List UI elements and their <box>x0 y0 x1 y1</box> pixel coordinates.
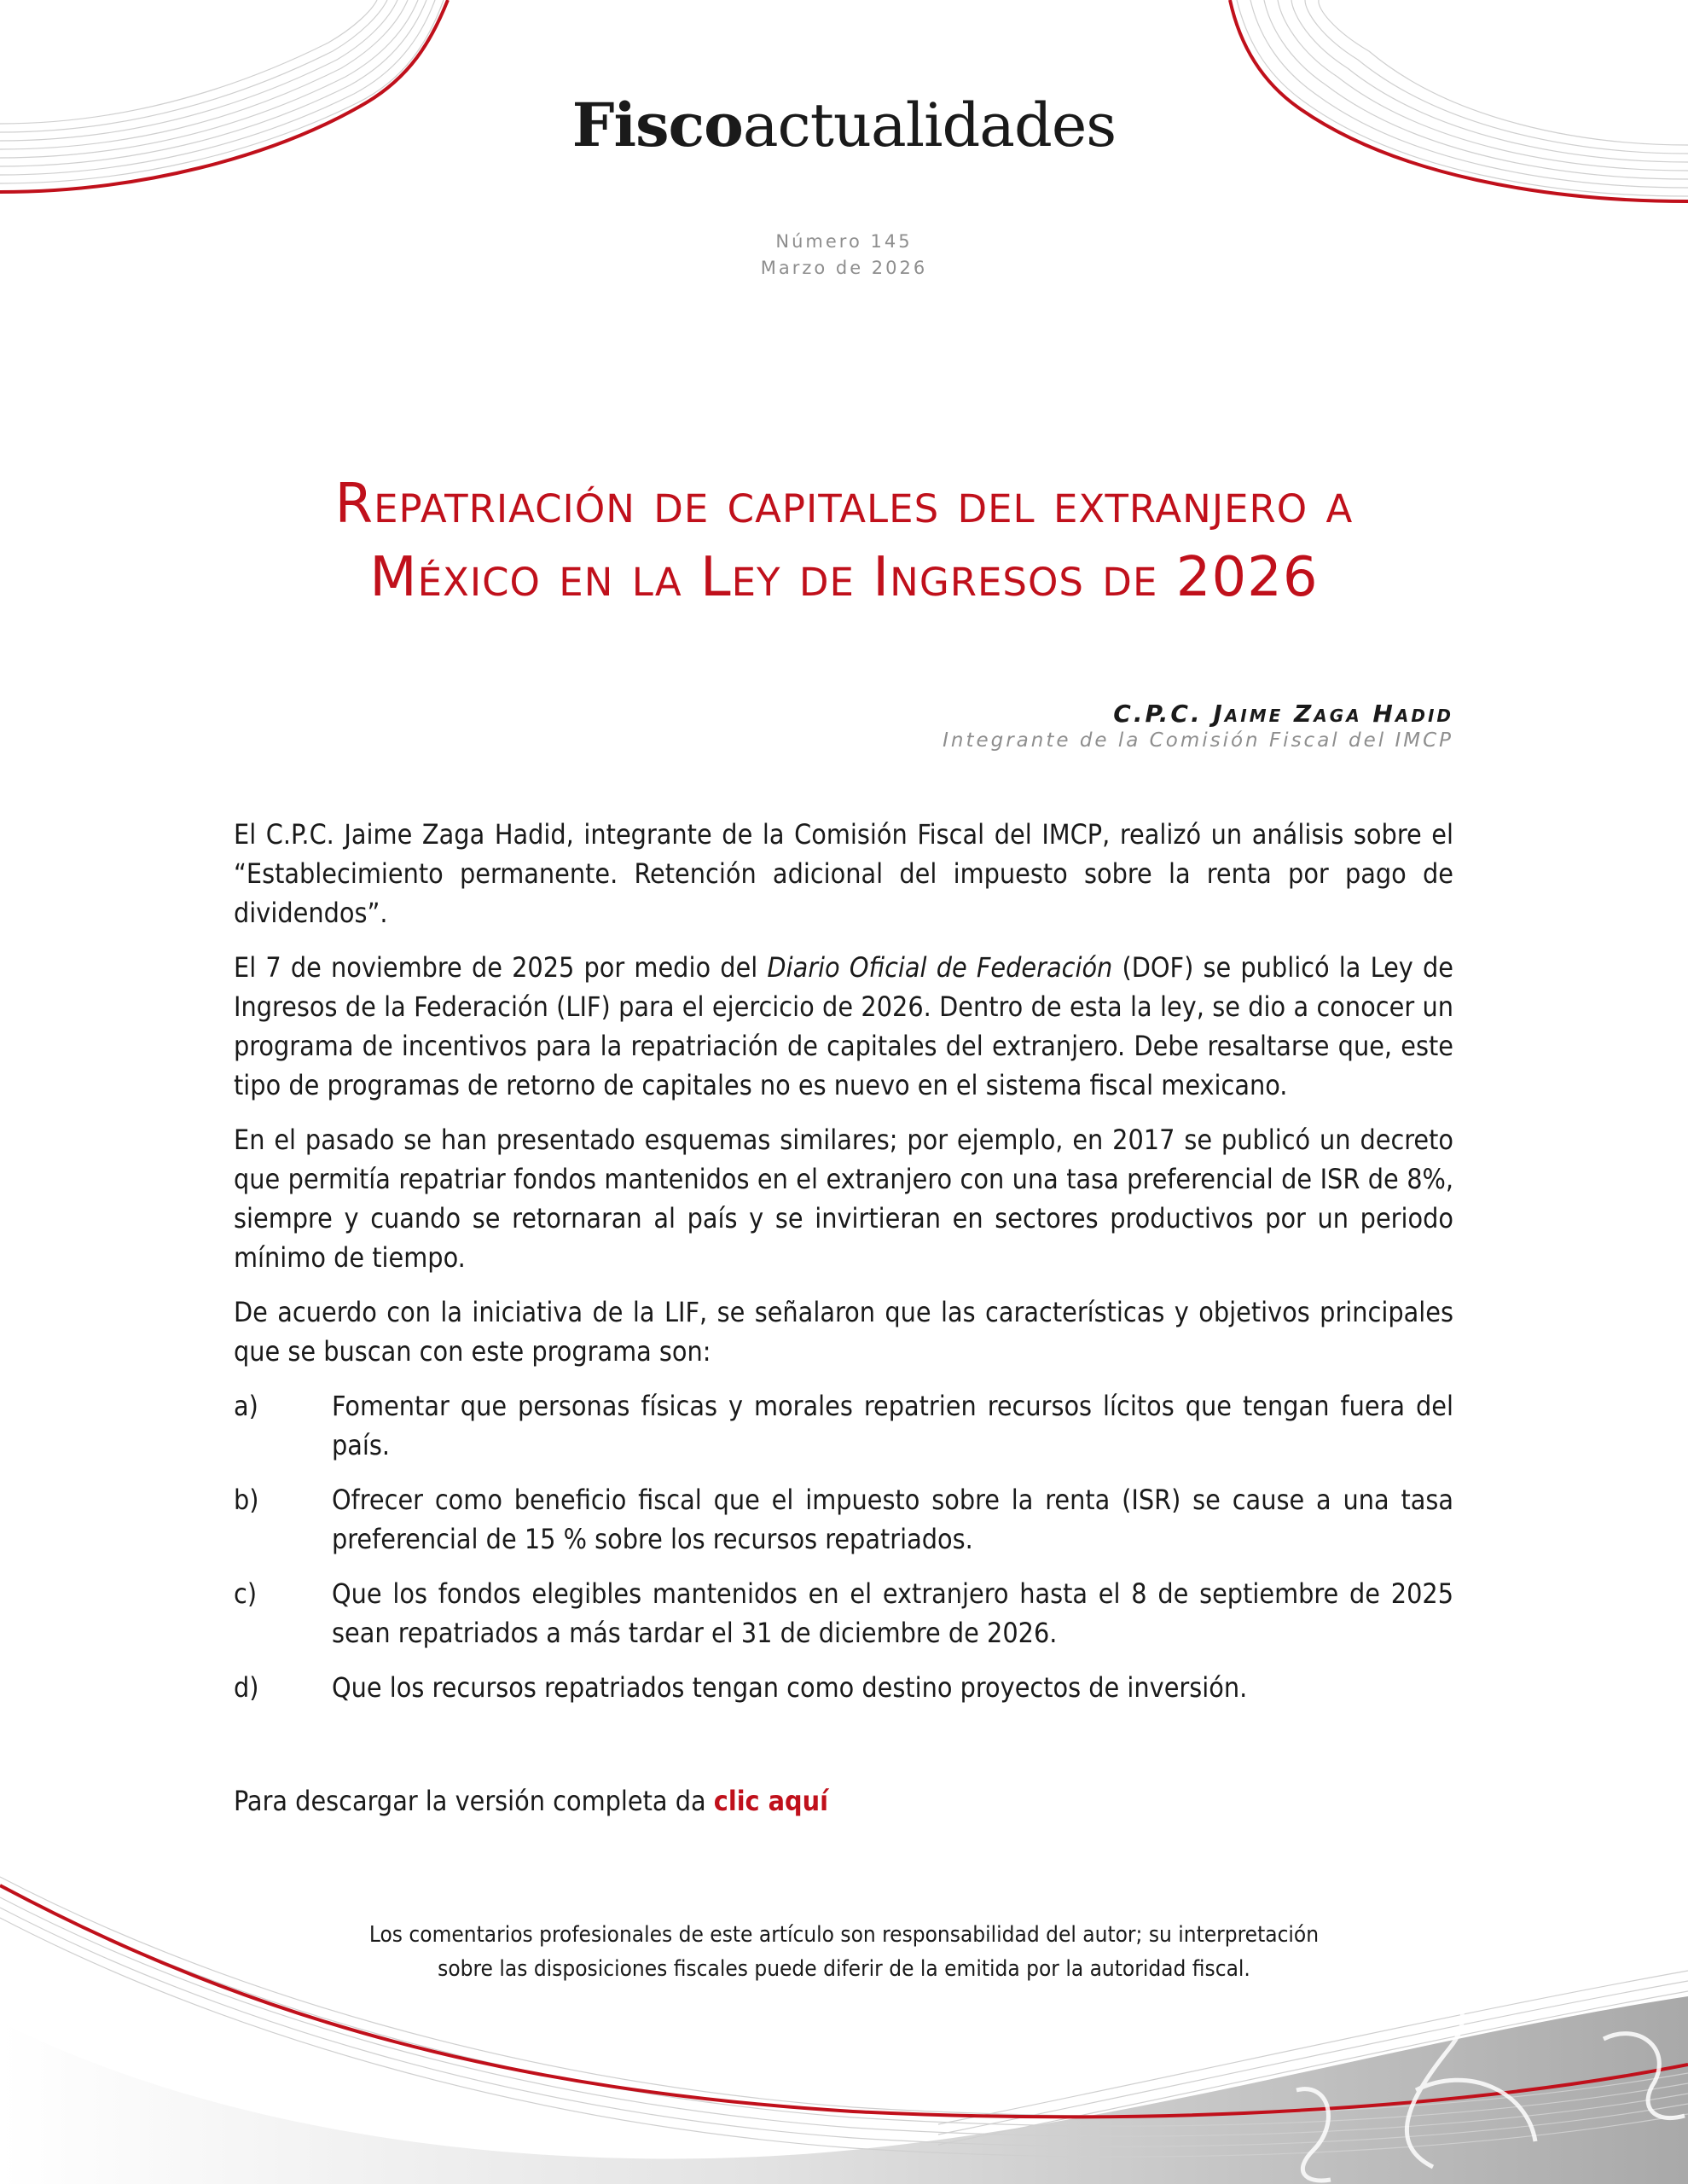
paragraph-1: El C.P.C. Jaime Zaga Hadid, integrante de la Comisión Fiscal del IMCP, realizó un análisis sobre el “Establecimiento permanente. Retención adicional del impuesto sobre la renta por pago de dividendos”. <box>234 818 1453 929</box>
issue-info <box>0 229 1688 282</box>
author-block <box>943 700 1453 752</box>
author-name: C.P.C. Jaime Zaga Hadid <box>1113 700 1453 728</box>
download-line <box>234 1785 828 1817</box>
brand-light: actualidades <box>742 90 1117 160</box>
disclaimer <box>0 1918 1688 1986</box>
list-text: Que los fondos elegibles mantenidos en el extranjero hasta el 8 de septiembre de 2025 sean repatriados a más tardar el 31 de diciembre de 2026. <box>332 1577 1453 1649</box>
disclaimer-line-1: Los comentarios profesionales de este artículo son responsabilidad del autor; su interpretación <box>368 1922 1320 1948</box>
list-text: Fomentar que personas físicas y morales repatrien recursos lícitos que tengan fuera del país. <box>332 1390 1453 1461</box>
article-body <box>234 815 1453 1722</box>
dof-reference: Diario Oficial de Federación <box>767 951 1113 984</box>
author-role: Integrante de la Comisión Fiscal del IMCP <box>943 729 1453 752</box>
list-item-d <box>234 1668 1453 1707</box>
paragraph-2 <box>234 948 1453 1105</box>
list-text: Ofrecer como beneficio fiscal que el impuesto sobre la renta (ISR) se cause a una tasa preferencial de 15 % sobre los recursos repatriados. <box>332 1484 1453 1555</box>
list-item-a <box>234 1386 1453 1465</box>
list-item-c <box>234 1574 1453 1653</box>
list-letter: b) <box>234 1484 259 1516</box>
list-text: Que los recursos repatriados tengan como destino proyectos de inversión. <box>332 1671 1248 1704</box>
paragraph-4: De acuerdo con la iniciativa de la LIF, se señalaron que las características y objetivos principales que se buscan con este programa son: <box>234 1296 1453 1368</box>
paragraph-2-start: El 7 de noviembre de 2025 por medio del <box>234 951 768 984</box>
list-letter: d) <box>234 1671 259 1704</box>
title-line-1: Repatriación de capitales del extranjero a <box>334 473 1354 536</box>
download-text: Para descargar la versión completa da <box>234 1785 714 1817</box>
masthead-logo <box>0 90 1688 160</box>
article-title <box>154 468 1534 614</box>
paragraph-3: En el pasado se han presentado esquemas similares; por ejemplo, en 2017 se publicó un decreto que permitía repatriar fondos mantenidos en el extranjero con una tasa preferencial de ISR de 8%, siempre y cuando se retornaran al país y se invirtieran en sectores productivos por un periodo mínimo de tiempo. <box>234 1124 1453 1274</box>
list-letter: c) <box>234 1577 258 1610</box>
issue-date: Marzo de 2026 <box>760 258 928 278</box>
footer-decoration <box>0 1868 1688 2184</box>
brand-bold: Fisco <box>571 90 743 160</box>
watermark-emblem <box>1296 1988 1685 2181</box>
list-item-b <box>234 1480 1453 1559</box>
issue-number: Número 145 <box>775 231 913 252</box>
disclaimer-line-2: sobre las disposiciones fiscales puede diferir de la emitida por la autoridad fiscal. <box>438 1956 1250 1982</box>
title-line-2: México en la Ley de Ingresos de 2026 <box>369 546 1319 609</box>
paragraph-2-end: (DOF) se publicó la Ley de Ingresos de la Federación (LIF) para el ejercicio de 2026. Dentro de esta la ley, se dio a conocer un programa de incentivos para la repatriación de capitales del extranjero. Debe resaltarse que, este tipo de programas de retorno de capitales no es nuevo en el sistema fiscal mexicano. <box>234 951 1454 1101</box>
list-letter: a) <box>234 1390 258 1422</box>
download-link[interactable]: clic aquí <box>713 1785 829 1817</box>
